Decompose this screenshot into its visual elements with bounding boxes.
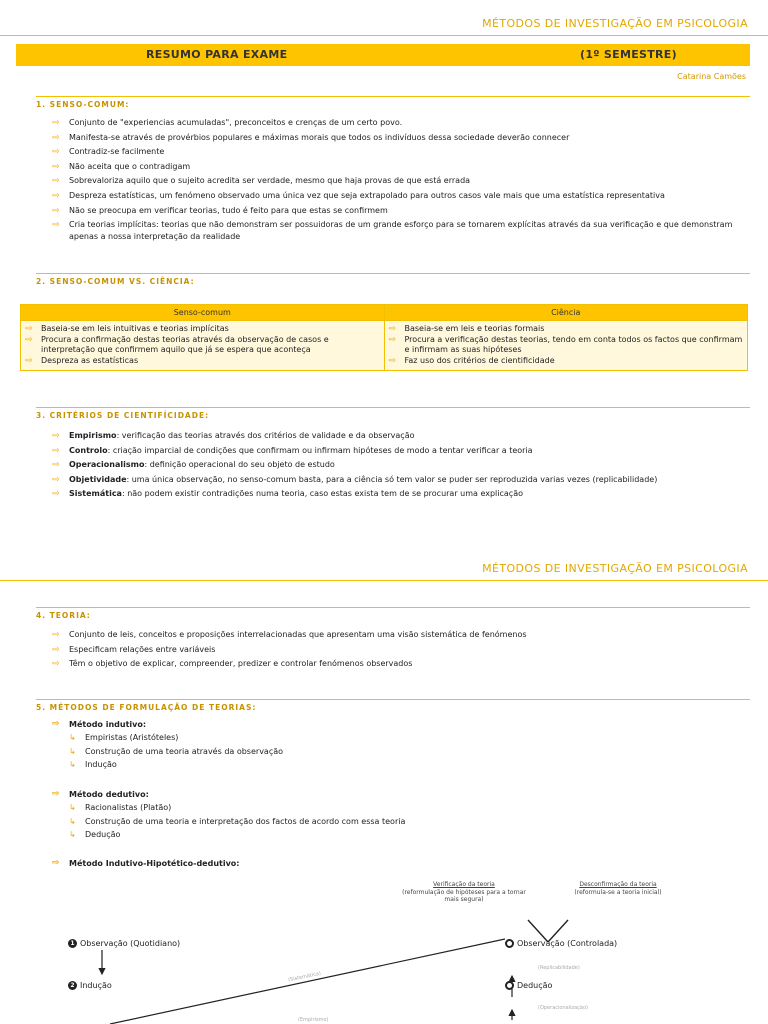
step-number: 2 [68,981,77,990]
header-title: MÉTODOS DE INVESTIGAÇÃO EM PSICOLOGIA [482,17,748,30]
step-icon [505,939,514,948]
step-number: 1 [68,939,77,948]
arrow-icon: ⇨ [52,431,60,441]
section-5-heading [36,699,750,713]
sub-item: ↳ Empiristas (Aristóteles) [52,731,283,745]
arrow-icon: ⇨ [388,324,397,334]
section-2-heading [36,273,750,287]
list-item: ⇨ Sobrevaloriza aquilo que o sujeito acredita ser verdade, mesmo que haja provas de que está errada [52,174,752,189]
arrow-icon: ⇨ [52,858,60,868]
list-item: ⇨ Baseia-se em leis e teorias formais [388,324,545,334]
arrow-icon: ⇨ [25,324,33,334]
deducao-step: Dedução [505,981,552,990]
arrow-icon: ⇨ [52,445,60,456]
list-item: ⇨ Empirismo: verificação das teorias através dos critérios de validade e da observação [52,429,752,444]
sub-item: ↳ Construção de uma teoria através da observação [52,745,283,759]
arrow-icon: ⇨ [52,147,60,158]
section-4-list [52,628,752,672]
sub-item: ↳ Dedução [52,828,405,842]
semester-label: (1º SEMESTRE) [580,48,677,61]
list-item: ⇨ Faz uso dos critérios de cientificidade [388,356,555,366]
list-item: ⇨ Especificam relações entre variáveis [52,643,752,658]
section-1-list [52,116,752,243]
list-item: ⇨ Controlo: criação imparcial de condições que confirmam ou infirmam hipóteses de modo a tentar verificar a teoria [52,444,752,459]
section-5-title: 5. MÉTODOS DE FORMULAÇÃO DE TEORIAS: [36,703,257,712]
empirismo-note: (Empirismo) [298,1017,329,1023]
arrow-icon: ⇨ [52,161,60,172]
sub-item: ↳ Construção de uma teoria e interpretação dos factos de acordo com essa teoria [52,815,405,829]
list-item: ⇨ Operacionalismo: definição operacional do seu objeto de estudo [52,458,752,473]
list-item: ⇨ Manifesta-se através de provérbios populares e máximas morais que todos os indivíduos dessa sociedade deverão connecer [52,131,752,146]
section-3-title: 3. CRITÉRIOS DE CIENTIFÍCIDADE: [36,411,210,420]
arrow-icon: ⇨ [52,176,60,187]
arrow-obs-controlled-to-theory [110,939,505,1024]
arrow-icon: ⇨ [52,118,60,128]
section-4-heading [36,607,750,621]
sub-item: ↳ Indução [52,758,283,772]
observacao-controlada: Observação (Controlada) [505,939,617,948]
header-rule [20,580,768,581]
arrow-icon: ⇨ [388,335,397,345]
arrow-icon: ⇨ [52,659,60,670]
list-item: ⇨ Procura a confirmação destas teorias através da observação de casos e interpretação que confirmem aquilo que já se espera que aconteça [25,335,329,354]
document-header [0,16,768,36]
arrow-icon: ⇨ [52,474,60,485]
list-item: ⇨ Despreza estatísticas, um fenómeno observado uma única vez que seja extrapolado para outros casos vale mais que uma estatística representativa [52,189,752,204]
operacionalizacao-note: (Operacionalização) [538,1005,588,1011]
inducao-step: 2 Indução [68,981,112,990]
section-2-title: 2. SENSO-COMUM VS. CIÊNCIA: [36,277,195,286]
list-item: ⇨ Não aceita que o contradigam [52,160,752,175]
list-item: ⇨ Procura a verificação destas teorias, tendo em conta todos os factos que confirmam e infirmam as suas hipóteses [388,335,743,354]
summary-title: RESUMO PARA EXAME [146,48,288,61]
arrow-icon: ⇨ [52,489,60,500]
observacao-quotidiano: 1 Observação (Quotidiano) [68,939,180,948]
senso-cell [21,321,385,371]
sub-item: ↳ Racionalistas (Platão) [52,801,405,815]
summary-banner [16,44,750,66]
list-item: ⇨ Cria teorias implícitas: teorias que não demonstram ser possuidoras de um grande esforço para se tornarem explícitas através da sua verificação e que demonstram apenas a nossa interpretação da realidade [52,220,733,242]
return-arrow-icon: ↳ [69,803,76,812]
header-rule [20,35,768,36]
ciencia-cell [384,321,748,371]
column-header-ciencia: Ciência [384,305,748,321]
method-ihd-label: ⇨ Método Indutivo-Hipotético-dedutivo: [52,858,240,868]
desconfirmacao-label: Desconfirmação da teoria (reformula-se a teoria inicial) [574,881,662,896]
list-item: ⇨ Contradiz-se facilmente [52,145,752,160]
author-name: Catarina Camões [677,72,746,81]
list-item: ⇨ Conjunto de leis, conceitos e proposições interrelacionadas que apresentam uma visão sistemática de fenómenos [52,628,752,643]
return-arrow-icon: ↳ [69,816,76,826]
column-header-senso: Senso-comum [21,305,385,321]
return-arrow-icon: ↳ [69,746,76,756]
return-arrow-icon: ↳ [69,830,76,839]
arrow-icon: ⇨ [52,205,60,216]
comparison-table [20,304,748,371]
arrow-icon: ⇨ [52,719,60,729]
method-dedutivo-label: ⇨ Método dedutivo: [52,789,149,799]
method-dedutivo [52,788,405,842]
list-item: ⇨ Despreza as estatísticas [25,356,139,366]
ihd-diagram [0,870,768,1024]
arrow-icon: ⇨ [52,644,60,655]
header-title: MÉTODOS DE INVESTIGAÇÃO EM PSICOLOGIA [482,562,748,575]
arrow-icon: ⇨ [25,356,33,366]
list-item: ⇨ Baseia-se em leis intuitivas e teorias implícitas [25,324,229,334]
arrow-icon: ⇨ [52,132,60,143]
section-3-list [52,429,752,502]
verificacao-label: Verificação da teoria (reformulação de hipóteses para a tornar mais segura) [402,881,526,903]
method-indutivo-label: ⇨ Método indutivo: [52,719,147,729]
return-arrow-icon: ↳ [69,760,76,769]
list-item: ⇨ Têm o objetivo de explicar, compreender, predizer e controlar fenómenos observados [52,657,752,672]
section-4-title: 4. TEORIA: [36,611,91,620]
section-1-title: 1. SENSO-COMUM: [36,100,130,109]
section-1-heading [36,96,750,110]
arrow-icon: ⇨ [388,356,397,366]
arrow-icon: ⇨ [52,789,60,799]
section-3-heading [36,407,750,421]
list-item: ⇨ Objetividade: uma única observação, no senso-comum basta, para a ciência só tem valor se puder ser reproduzida varias vezes (replicabilidade) [52,473,752,488]
method-ihd [52,857,240,870]
arrow-icon: ⇨ [52,190,60,201]
replicabilidade-note: (Replicabilidade) [538,965,580,971]
list-item: ⇨ Não se preocupa em verificar teorias, tudo é feito para que estas se confirmem [52,204,752,219]
document-header-page-2 [0,561,768,581]
return-arrow-icon: ↳ [69,733,76,742]
arrow-icon: ⇨ [52,220,60,231]
arrow-icon: ⇨ [52,630,60,640]
method-indutivo [52,718,283,772]
sistematica-note: (Sistemática) [287,970,322,984]
arrow-icon: ⇨ [25,335,33,345]
step-icon [505,981,514,990]
arrow-icon: ⇨ [52,460,60,471]
list-item: ⇨ Sistemática: não podem existir contradições numa teoria, caso estas exista tem de se procurar uma explicação [52,487,752,502]
list-item: ⇨ Conjunto de "experiencias acumuladas", preconceitos e crenças de um certo povo. [52,116,752,131]
